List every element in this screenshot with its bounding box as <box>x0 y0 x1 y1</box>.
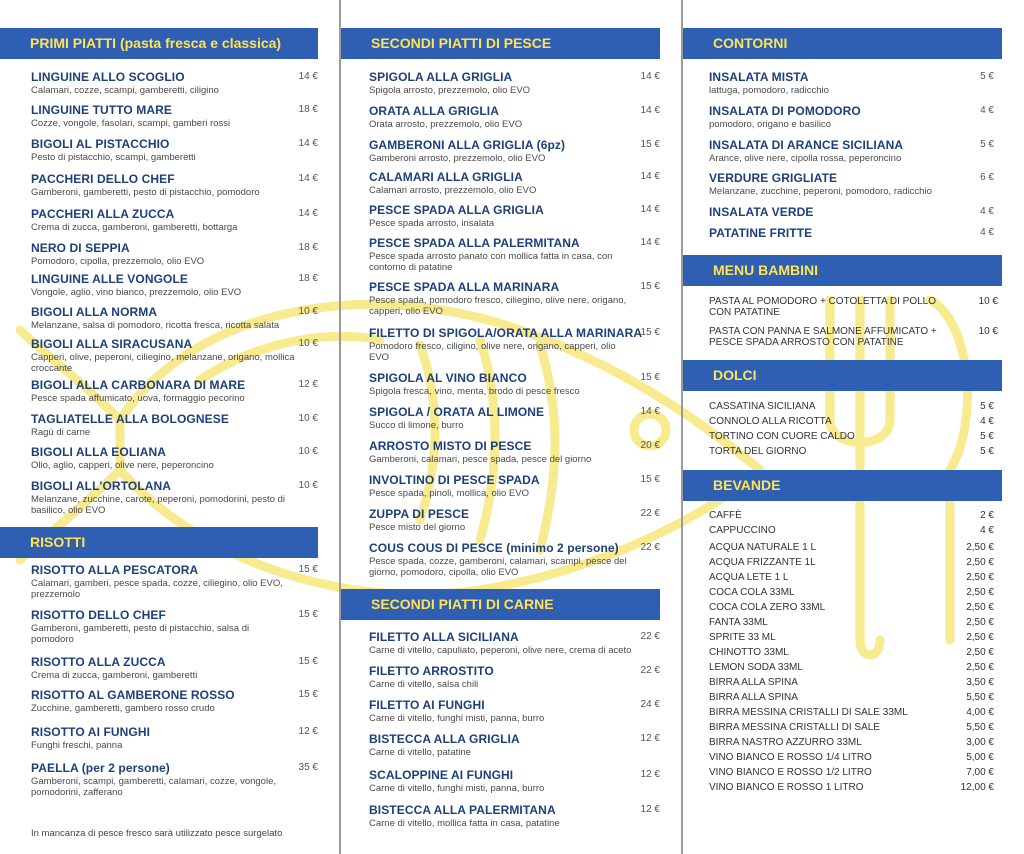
menu-item <box>31 207 301 233</box>
menu-item <box>369 70 634 96</box>
item-price: 2,50 € <box>966 557 994 568</box>
item-price: 10 € <box>978 296 998 307</box>
menu-item <box>369 664 659 690</box>
item-price: 2,50 € <box>966 572 994 583</box>
item-price: 14 € <box>640 171 660 182</box>
item-description: Zucchine, gamberetti, gambero rosso crudo <box>31 703 215 714</box>
menu-item <box>31 688 291 714</box>
item-name: PAELLA (per 2 persone) <box>31 761 170 775</box>
item-name: LINGUINE ALLO SCOGLIO <box>31 70 185 84</box>
item-name: SPIGOLA ALLA GRIGLIA <box>369 70 513 84</box>
item-description: Carne di vitello, salsa chili <box>369 679 479 690</box>
menu-item <box>369 104 634 130</box>
item-name: TORTINO CON CUORE CALDO <box>709 431 855 442</box>
contorni-header: CONTORNI <box>683 28 1002 59</box>
item-description: Calamari, gamberi, pesce spada, cozze, ciliegino, olio EVO, prezzemolo <box>31 578 283 600</box>
item-name: ACQUA NATURALE 1 L <box>709 542 817 553</box>
item-price: 14 € <box>298 71 318 82</box>
frozen-fish-note: In mancanza di pesce fresco sarà utilizzato pesce surgelato <box>31 828 283 839</box>
item-price: 12 € <box>298 379 318 390</box>
item-description: Spigola fresca, vino, menta, brodo di pesce fresco <box>369 386 580 397</box>
item-description: pomodoro, origano e basilico <box>709 119 831 130</box>
item-price: 4 € <box>980 105 994 116</box>
item-price: 14 € <box>298 208 318 219</box>
item-price: 22 € <box>640 542 660 553</box>
item-price: 5,00 € <box>966 752 994 763</box>
item-description: Gamberoni, scampi, gamberetti, calamari, cozze, vongole, pomodorini, zafferano <box>31 776 276 798</box>
item-description: lattuga, pomodoro, radicchio <box>709 85 829 96</box>
menu-item <box>31 172 301 198</box>
item-description: Pesce misto del giorno <box>369 522 466 533</box>
item-name: PACCHERI DELLO CHEF <box>31 172 175 186</box>
item-price: 20 € <box>640 440 660 451</box>
menu-item <box>369 439 634 465</box>
item-name: ACQUA FRIZZANTE 1L <box>709 557 816 568</box>
item-description: Melanzane, zucchine, carote, peperoni, pomodorini, pesto di basilico, olio EVO <box>31 494 286 516</box>
item-name: COUS COUS DI PESCE (minimo 2 persone) <box>369 541 619 555</box>
item-description: Gamberoni, gamberetti, pesto di pistacchio, salsa di pomodoro <box>31 623 250 645</box>
item-name: BISTECCA ALLA GRIGLIA <box>369 732 520 746</box>
menu-item <box>31 241 301 267</box>
menu-item <box>369 698 659 724</box>
item-description: Pesce spada arrosto, insalata <box>369 218 495 229</box>
item-price: 18 € <box>298 104 318 115</box>
item-price: 2,50 € <box>966 617 994 628</box>
item-price: 22 € <box>640 508 660 519</box>
item-description: Calamari, cozze, scampi, gamberetti, ciligino <box>31 85 219 96</box>
item-name: CASSATINA SICILIANA <box>709 401 816 412</box>
menu-item <box>709 171 974 197</box>
item-description: Pesto di pistacchio, scampi, gamberetti <box>31 152 196 163</box>
item-description: Vongole, aglio, vino bianco, prezzemolo, olio EVO <box>31 287 242 298</box>
menu-item <box>31 725 291 751</box>
menu-item <box>31 378 301 404</box>
item-description: Melanzane, zucchine, peperoni, pomodoro, radicchio <box>709 186 932 197</box>
item-description: Pesce spada, pomodoro fresco, ciliegino, olive nere, origano, capperi, olio EVO <box>369 295 627 317</box>
item-price: 14 € <box>640 406 660 417</box>
item-name: BIGOLI ALL'ORTOLANA <box>31 479 172 493</box>
item-description: Succo di limone, burro <box>369 420 464 431</box>
menu-item <box>31 412 301 438</box>
item-description: Arance, olive nere, cipolla rossa, peperoncino <box>709 153 902 164</box>
item-description: Carne di vitello, patatine <box>369 747 471 758</box>
item-name: ACQUA LETE 1 L <box>709 572 789 583</box>
item-price: 10 € <box>298 413 318 424</box>
item-price: 15 € <box>298 656 318 667</box>
item-price: 35 € <box>298 762 318 773</box>
menu-item <box>369 768 659 794</box>
menu-item <box>31 445 301 471</box>
item-name: CHINOTTO 33ML <box>709 647 789 658</box>
item-name: BISTECCA ALLA PALERMITANA <box>369 803 556 817</box>
column-divider-1 <box>339 0 341 854</box>
item-description: Capperi, olive, peperoni, ciliegino, melanzane, origano, mollica croccante <box>31 352 295 374</box>
item-description: Pesce spada, cozze, gamberoni, calamari, scampi, pesce del giorno, pomodoro, cipolla, olio EVO <box>369 556 627 578</box>
item-name: BIRRA ALLA SPINA <box>709 677 798 688</box>
item-name: PESCE SPADA ALLA MARINARA <box>369 280 560 294</box>
item-price: 4 € <box>980 227 994 238</box>
menu-item <box>369 203 634 229</box>
item-price: 15 € <box>640 327 660 338</box>
item-price: 2,50 € <box>966 662 994 673</box>
item-price: 12 € <box>640 769 660 780</box>
item-name: SPRITE 33 ML <box>709 632 776 643</box>
item-description: Melanzane, salsa di pomodoro, ricotta fresca, ricotta salata <box>31 320 280 331</box>
item-name: CALAMARI ALLA GRIGLIA <box>369 170 523 184</box>
item-name: FILETTO ARROSTITO <box>369 664 494 678</box>
item-price: 12 € <box>640 733 660 744</box>
item-description: Gamberoni, calamari, pesce spada, pesce del giorno <box>369 454 592 465</box>
item-price: 10 € <box>298 338 318 349</box>
item-price: 4 € <box>980 416 994 427</box>
item-price: 10 € <box>298 480 318 491</box>
item-price: 22 € <box>640 665 660 676</box>
item-name: FILETTO ALLA SICILIANA <box>369 630 519 644</box>
menu-item <box>31 305 301 331</box>
menu-item <box>369 507 634 533</box>
item-description: Carne di vitello, mollica fatta in casa, patatine <box>369 818 560 829</box>
menu-item <box>709 104 974 130</box>
item-price: 15 € <box>640 474 660 485</box>
item-price: 14 € <box>640 71 660 82</box>
item-price: 14 € <box>298 173 318 184</box>
primi-header: PRIMI PIATTI (pasta fresca e classica) <box>0 28 318 59</box>
item-name: BIGOLI ALLA CARBONARA DI MARE <box>31 378 246 392</box>
item-description: Olio, aglio, capperi, olive nere, peperoncino <box>31 460 214 471</box>
item-description: Carne di vitello, capuliato, peperoni, olive nere, crema di aceto <box>369 645 632 656</box>
item-price: 14 € <box>640 204 660 215</box>
item-name: INSALATA MISTA <box>709 70 809 84</box>
item-name: PESCE SPADA ALLA PALERMITANA <box>369 236 580 250</box>
menu-item <box>369 280 634 317</box>
item-name: VINO BIANCO E ROSSO 1/4 LITRO <box>709 752 872 763</box>
item-name: PACCHERI ALLA ZUCCA <box>31 207 175 221</box>
item-description: Carne di vitello, funghi misti, panna, burro <box>369 783 545 794</box>
item-name: LEMON SODA 33ML <box>709 662 803 673</box>
item-description: Ragù di carne <box>31 427 91 438</box>
item-name: BIRRA NASTRO AZZURRO 33ML <box>709 737 862 748</box>
item-price: 10 € <box>298 446 318 457</box>
item-name: PASTA AL POMODORO + COTOLETTA DI POLLO CON PATATINE <box>709 296 937 318</box>
item-name: COCA COLA ZERO 33ML <box>709 602 826 613</box>
item-price: 14 € <box>640 105 660 116</box>
item-name: PESCE SPADA ALLA GRIGLIA <box>369 203 544 217</box>
menu-item <box>709 138 974 164</box>
item-price: 12 € <box>640 804 660 815</box>
item-price: 5,50 € <box>966 692 994 703</box>
menu-item <box>369 138 634 164</box>
item-price: 2,50 € <box>966 647 994 658</box>
item-name: PASTA CON PANNA E SALMONE AFFUMICATO + PESCE SPADA ARROSTO CON PATATINE <box>709 326 937 348</box>
item-description: Cozze, vongole, fasolari, scampi, gamberi rossi <box>31 118 231 129</box>
item-price: 14 € <box>640 237 660 248</box>
carne-header: SECONDI PIATTI DI CARNE <box>341 589 660 620</box>
item-name: SCALOPPINE AI FUNGHI <box>369 768 514 782</box>
item-price: 15 € <box>298 564 318 575</box>
menu-item <box>369 170 634 196</box>
item-description: Pomodoro fresco, ciligino, olive nere, origano, capperi, olio EVO <box>369 341 616 363</box>
item-description: Pesce spada, pinoli, mollica, olio EVO <box>369 488 529 499</box>
risotti-header: RISOTTI <box>0 527 318 558</box>
item-description: Calamari arrosto, prezzemolo, olio EVO <box>369 185 537 196</box>
item-description: Crema di zucca, gamberoni, gamberetti, bottarga <box>31 222 238 233</box>
item-name: RISOTTO ALLA PESCATORA <box>31 563 199 577</box>
menu-item <box>31 655 291 681</box>
column-divider-2 <box>681 0 683 854</box>
item-name: LINGUINE ALLE VONGOLE <box>31 272 188 286</box>
item-name: ARROSTO MISTO DI PESCE <box>369 439 532 453</box>
item-price: 5 € <box>980 446 994 457</box>
item-name: INVOLTINO DI PESCE SPADA <box>369 473 540 487</box>
item-name: BIRRA MESSINA CRISTALLI DI SALE 33ML <box>709 707 908 718</box>
item-description: Pesce spada arrosto panato con mollica fatta in casa, con contorno di patatine <box>369 251 613 273</box>
pesce-header: SECONDI PIATTI DI PESCE <box>341 28 660 59</box>
item-name: SPIGOLA AL VINO BIANCO <box>369 371 527 385</box>
item-price: 4 € <box>980 206 994 217</box>
menu-item <box>31 103 301 129</box>
menu-item <box>31 137 301 163</box>
item-description: Pesce spada affumicato, uova, formaggio pecorino <box>31 393 245 404</box>
item-name: TORTA DEL GIORNO <box>709 446 807 457</box>
item-price: 18 € <box>298 273 318 284</box>
item-price: 15 € <box>298 689 318 700</box>
item-price: 2,50 € <box>966 587 994 598</box>
item-price: 3,00 € <box>966 737 994 748</box>
item-price: 4,00 € <box>966 707 994 718</box>
menu-item <box>369 732 659 758</box>
menu-item <box>369 326 643 363</box>
item-name: RISOTTO DELLO CHEF <box>31 608 166 622</box>
item-name: RISOTTO AL GAMBERONE ROSSO <box>31 688 235 702</box>
item-description: Gamberoni, gamberetti, pesto di pistacchio, pomodoro <box>31 187 260 198</box>
item-name: BIRRA ALLA SPINA <box>709 692 798 703</box>
bambini-header: MENU BAMBINI <box>683 255 1002 286</box>
item-price: 7,00 € <box>966 767 994 778</box>
item-price: 24 € <box>640 699 660 710</box>
item-description: Funghi freschi, panna <box>31 740 123 751</box>
menu-item <box>31 272 301 298</box>
item-name: NERO DI SEPPIA <box>31 241 130 255</box>
item-price: 5 € <box>980 431 994 442</box>
item-name: COCA COLA 33ML <box>709 587 795 598</box>
item-name: VINO BIANCO E ROSSO 1/2 LITRO <box>709 767 872 778</box>
item-price: 10 € <box>978 326 998 337</box>
item-name: RISOTTO AI FUNGHI <box>31 725 151 739</box>
item-price: 5,50 € <box>966 722 994 733</box>
menu-item <box>31 563 291 600</box>
menu-item <box>31 337 301 374</box>
menu-item <box>369 405 634 431</box>
item-name: GAMBERONI ALLA GRIGLIA (6pz) <box>369 138 566 152</box>
menu-item <box>709 226 974 240</box>
item-description: Crema di zucca, gamberoni, gamberetti <box>31 670 198 681</box>
item-name: INSALATA DI POMODORO <box>709 104 861 118</box>
item-name: CAPPUCCINO <box>709 525 776 536</box>
item-description: Gamberoni arrosto, prezzemolo, olio EVO <box>369 153 546 164</box>
item-description: Pomodoro, cipolla, prezzemolo, olio EVO <box>31 256 205 267</box>
item-name: SPIGOLA / ORATA AL LIMONE <box>369 405 545 419</box>
item-name: VERDURE GRIGLIATE <box>709 171 838 185</box>
item-name: LINGUINE TUTTO MARE <box>31 103 173 117</box>
item-price: 5 € <box>980 71 994 82</box>
item-price: 2,50 € <box>966 632 994 643</box>
menu-item <box>369 473 634 499</box>
item-price: 22 € <box>640 631 660 642</box>
item-description: Spigola arrosto, prezzemolo, olio EVO <box>369 85 531 96</box>
item-price: 4 € <box>980 525 994 536</box>
item-price: 2,50 € <box>966 602 994 613</box>
menu-item <box>31 761 291 798</box>
item-price: 15 € <box>640 139 660 150</box>
item-name: ORATA ALLA GRIGLIA <box>369 104 500 118</box>
item-name: INSALATA VERDE <box>709 205 814 219</box>
item-name: RISOTTO ALLA ZUCCA <box>31 655 166 669</box>
item-price: 14 € <box>298 138 318 149</box>
item-price: 12,00 € <box>960 782 994 793</box>
item-price: 6 € <box>980 172 994 183</box>
dolci-header: DOLCI <box>683 360 1002 391</box>
item-price: 10 € <box>298 306 318 317</box>
menu-item <box>709 205 974 219</box>
item-name: BIGOLI ALLA NORMA <box>31 305 158 319</box>
item-name: INSALATA DI ARANCE SICILIANA <box>709 138 904 152</box>
item-name: FILETTO DI SPIGOLA/ORATA ALLA MARINARA <box>369 326 643 340</box>
item-price: 5 € <box>980 139 994 150</box>
item-name: TAGLIATELLE ALLA BOLOGNESE <box>31 412 229 426</box>
menu-item <box>31 608 291 645</box>
item-name: BIRRA MESSINA CRISTALLI DI SALE <box>709 722 880 733</box>
item-price: 12 € <box>298 726 318 737</box>
item-price: 18 € <box>298 242 318 253</box>
item-name: PATATINE FRITTE <box>709 226 813 240</box>
menu-item <box>369 371 634 397</box>
item-name: FILETTO AI FUNGHI <box>369 698 485 712</box>
item-price: 15 € <box>640 281 660 292</box>
menu-item <box>709 70 974 96</box>
item-name: VINO BIANCO E ROSSO 1 LITRO <box>709 782 864 793</box>
menu-item <box>369 803 659 829</box>
item-description: Orata arrosto, prezzemolo, olio EVO <box>369 119 523 130</box>
menu-item <box>369 236 634 273</box>
item-price: 2 € <box>980 510 994 521</box>
item-description: Carne di vitello, funghi misti, panna, burro <box>369 713 545 724</box>
menu-item <box>369 541 634 578</box>
item-price: 15 € <box>640 372 660 383</box>
item-price: 2,50 € <box>966 542 994 553</box>
item-name: FANTA 33ML <box>709 617 768 628</box>
item-name: CONNOLO ALLA RICOTTA <box>709 416 832 427</box>
bevande-header: BEVANDE <box>683 470 1002 501</box>
item-price: 3,50 € <box>966 677 994 688</box>
menu-item <box>31 479 301 516</box>
item-name: ZUPPA DI PESCE <box>369 507 470 521</box>
menu-item <box>31 70 301 96</box>
menu-item <box>369 630 659 656</box>
item-price: 15 € <box>298 609 318 620</box>
item-name: BIGOLI ALLA EOLIANA <box>31 445 167 459</box>
item-price: 5 € <box>980 401 994 412</box>
item-name: CAFFÈ <box>709 510 742 521</box>
item-name: BIGOLI ALLA SIRACUSANA <box>31 337 193 351</box>
item-name: BIGOLI AL PISTACCHIO <box>31 137 170 151</box>
